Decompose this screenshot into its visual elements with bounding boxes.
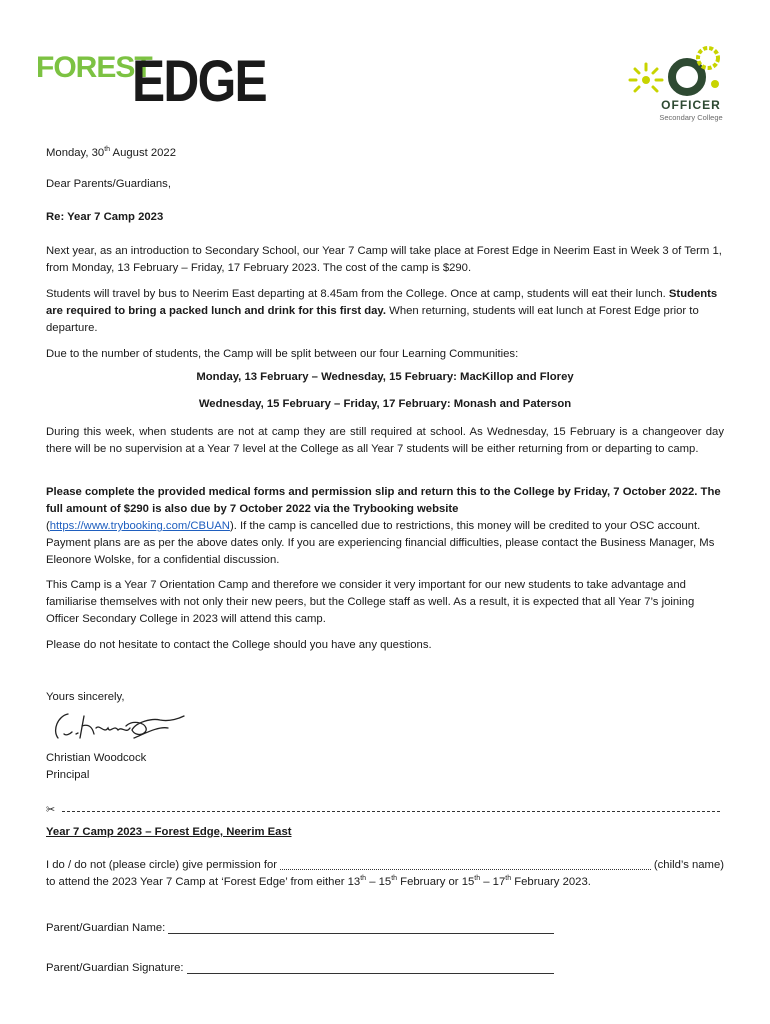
camp-group-1: Monday, 13 February – Wednesday, 15 February: MacKillop and Florey [196,371,574,383]
dashed-divider [62,803,722,817]
permission-statement [46,857,724,891]
letter-greeting: Dear Parents/Guardians, [46,178,171,190]
parent-name-row [46,921,554,934]
child-name-field[interactable] [280,857,651,870]
child-name-label: (child’s name) [653,859,724,871]
officer-logo-name: OFFICER [661,98,721,112]
scissors-icon: ✂ [46,804,56,816]
slip-title: Year 7 Camp 2023 – Forest Edge, Neerim East [46,826,292,838]
paragraph-intro: Next year, as an introduction to Secondary School, our Year 7 Camp will take place at Forest Edge in Neerim East in Week 3 of Term 1, from Monday, 13 February – Friday, 17 February 2023. The cost of the camp is $290. [46,245,722,274]
paragraph-orientation: This Camp is a Year 7 Orientation Camp and therefore we consider it very important for our new students to take advantage and familiarise themselves with not only their new peers, but the College staff as well. As a result, it is expected that all Year 7’s joining Officer Secondary College in 2023 will attend this camp. [46,579,695,625]
logo-forest-text: FOREST [36,51,152,84]
signer-name: Christian Woodcock [46,752,147,764]
letter-closing: Yours sincerely, [46,691,125,703]
paragraph-contact: Please do not hesitate to contact the College should you have any questions. [46,639,432,651]
officer-logo-subtitle: Secondary College [659,113,723,122]
parent-name-field[interactable] [168,921,554,934]
parent-signature-label: Parent/Guardian Signature: [46,962,184,974]
paragraph-payment: Please complete the provided medical forms and permission slip and return this to the College by Friday, 7 October 2022. The full amount of $290 is also due by 7 October 2022 via the Trybooking website (https://www.trybooking.com/CBUAN). If the camp is cancelled due to restrictions, this money will be credited to your OSC account. Payment plans are as per the above dates only. If you are experiencing financial difficulties, please contact the Business Manager, Ms Eleonore Wolske, for a confidential discussion. [46,486,721,566]
cut-line [46,803,726,817]
camp-group-2: Wednesday, 15 February – Friday, 17 February: Monash and Paterson [198,398,572,410]
paragraph-travel: Students will travel by bus to Neerim East departing at 8.45am from the College. Once at camp, students will eat their lunch. Students are required to bring a packed lunch and drink for this first day. When returning, students will eat lunch at Forest Edge prior to departure. [46,288,718,334]
paragraph-school-week: During this week, when students are not at camp they are still required at school. As Wednesday, 15 February is a changeover day there will be no supervision at a Year 7 level at the College as all Year 7 students will be either returning from or departing to camp. [46,426,724,455]
o-ring-icon [672,62,702,92]
parent-name-label: Parent/Guardian Name: [46,922,166,934]
signer-title: Principal [46,769,90,781]
paragraph-split: Due to the number of students, the Camp will be split between our four Learning Communities: [46,348,519,360]
logo-edge-text: EDGE [132,49,267,114]
parent-signature-row [46,961,554,974]
parent-signature-field[interactable] [187,961,554,974]
forest-edge-logo [36,46,268,114]
trybooking-link[interactable]: https://www.trybooking.com/CBUAN [49,520,230,532]
letter-date: Monday, 30th August 2022 [46,146,177,159]
letter-subject: Re: Year 7 Camp 2023 [46,211,164,223]
camp-dates-text: to attend the 2023 Year 7 Camp at ‘Forest Edge’ from either 13th – 15th February or 15th – 17th February 2023. [46,875,591,888]
principal-signature [48,704,188,750]
permission-text: I do / do not (please circle) give permission for [46,859,278,871]
sunburst-icon [630,64,662,91]
